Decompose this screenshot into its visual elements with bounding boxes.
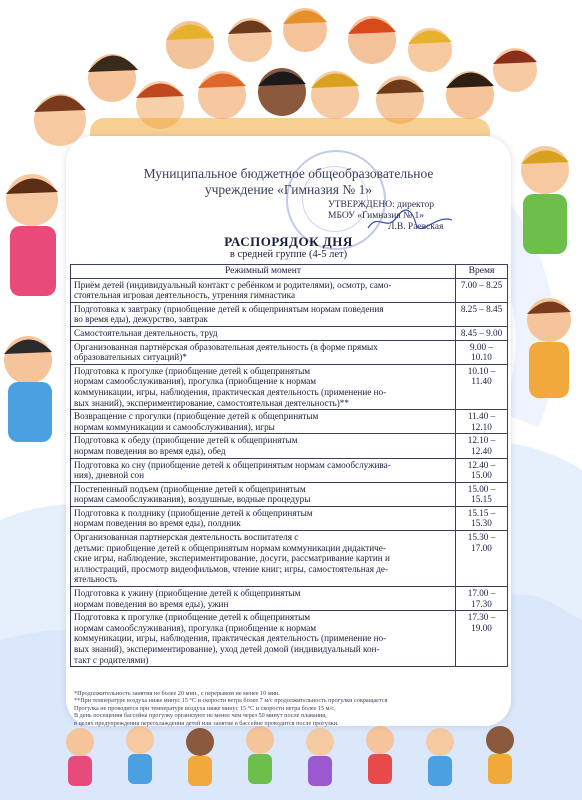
table-row (71, 326, 508, 340)
child-figure-right (505, 140, 582, 420)
time-cell: 17.00 – 17.30 (456, 587, 508, 611)
table-row (71, 506, 508, 530)
approval-line-3: Л.В. Раевская (388, 222, 444, 232)
time-cell: 8.25 – 8.45 (456, 302, 508, 326)
time-cell: 17.30 – 19.00 (456, 611, 508, 667)
time-cell: 15.00 – 15.15 (456, 482, 508, 506)
approval-line-2: МБОУ «Гимназия № 1» (328, 211, 425, 221)
column-header-time: Время (456, 265, 508, 279)
time-cell: 12.10 – 12.40 (456, 434, 508, 458)
table-row (71, 587, 508, 611)
document-subtitle: в средней группе (4-5 лет) (229, 249, 348, 260)
table-header-row (71, 265, 508, 279)
table-row (71, 340, 508, 364)
time-cell: 12.40 – 15.00 (456, 458, 508, 482)
activity-cell: Возвращение с прогулки (приобщение детей к общепринятым нормам коммуникации и самообслуживания), игры (71, 410, 456, 434)
time-cell: 7.00 – 8.25 (456, 278, 508, 302)
schedule-table (70, 264, 508, 667)
footnote-1: *Продолжительность занятия не более 20 мин., с перерывом не менее 10 мин. (74, 690, 280, 697)
footnote-4: В день посещения бассейна прогулку организуют не менее чем через 50 минут после плавания, (74, 712, 327, 720)
table-row (71, 278, 508, 302)
time-cell: 15.30 – 17.00 (456, 531, 508, 587)
document-title: РАСПОРЯДОК ДНЯ (224, 234, 353, 249)
time-cell: 11.40 – 12.10 (456, 410, 508, 434)
activity-cell: Приём детей (индивидуальный контакт с ребёнком и родителями), осмотр, само- стоятельная игровая деятельность, утренняя гимнастика (71, 278, 456, 302)
time-cell: 9.00 – 10.10 (456, 340, 508, 364)
activity-cell: Подготовка ко сну (приобщение детей к общепринятым нормам самообслужива- ния), дневной сон (71, 458, 456, 482)
activity-cell: Организованная партнёрская образовательная деятельность (в форме прямых образовательных ситуаций)* (71, 340, 456, 364)
footnotes (74, 690, 504, 727)
org-line-1: Муниципальное бюджетное общеобразовательное (143, 166, 434, 181)
table-row (71, 410, 508, 434)
footnote-5: в целях предупреждения переохлаждения детей или занятие в бассейне проводится после прогулки. (74, 719, 339, 727)
table-row (71, 364, 508, 409)
time-cell: 15.15 – 15.30 (456, 506, 508, 530)
table-row (71, 302, 508, 326)
approval-line-1: УТВЕРЖДЕНО: директор (328, 200, 435, 210)
table-row (71, 531, 508, 587)
table-row (71, 434, 508, 458)
organization-name (66, 166, 511, 198)
child-figure-left (0, 160, 70, 460)
activity-cell: Организованная партнерская деятельность воспитателя с детьми: приобщение детей к общепринятым нормам коммуникации дидактиче- ские игры, наблюдение, экспериментирование, досуги, рассматривание картин и иллюстраций, просмотр видеофильмов, чтение книг; игры, самостоятельная де- ятельность (71, 531, 456, 587)
activity-cell: Подготовка к полднику (приобщение детей к общепринятым нормам поведения во время еды), полдник (71, 506, 456, 530)
activity-cell: Подготовка к прогулке (приобщение детей к общепринятым нормам самообслуживания), прогулка (приобщение к нормам коммуникации, игры, наблюдения, практическая деятельность (применение но- вых знаний), экспериментирование, самостоятельная деятельность)** (71, 364, 456, 409)
table-row (71, 482, 508, 506)
activity-cell: Подготовка к прогулке (приобщение детей к общепринятым нормам самообслуживания), прогулка (приобщение к нормам коммуникации, игры, наблюдения, практическая деятельность (применение но- вых знаний), экспериментирование), уход детей домой (индивидуальный кон- такт с родителями) (71, 611, 456, 667)
activity-cell: Подготовка к обеду (приобщение детей к общепринятым нормам поведения во время еды), обед (71, 434, 456, 458)
table-row (71, 458, 508, 482)
time-cell: 8.45 – 9.00 (456, 326, 508, 340)
time-cell: 10.10 – 11.40 (456, 364, 508, 409)
activity-cell: Постепенный подъем (приобщение детей к общепринятым нормам самообслуживания), воздушные, водные процедуры (71, 482, 456, 506)
activity-cell: Самостоятельная деятельность, труд (71, 326, 456, 340)
org-line-2: учреждение «Гимназия № 1» (204, 182, 373, 197)
schedule-rows (71, 278, 508, 667)
footnote-2: **При температуре воздуха ниже минус 15 °С и скорости ветра более 7 м/с продолжительность прогулки сокращается (74, 697, 388, 705)
column-header-activity: Режимный момент (71, 265, 456, 279)
signature (366, 208, 456, 234)
footnote-3: Прогулка не проводится при температуре воздуха ниже минус 15 °С и скорости ветра более 15 м/с. (74, 704, 336, 712)
activity-cell: Подготовка к ужину (приобщение детей к общепринятым нормам поведения во время еды), ужин (71, 587, 456, 611)
table-row (71, 611, 508, 667)
activity-cell: Подготовка к завтраку (приобщение детей к общепринятым нормам поведения во время еды), дежурство, завтрак (71, 302, 456, 326)
